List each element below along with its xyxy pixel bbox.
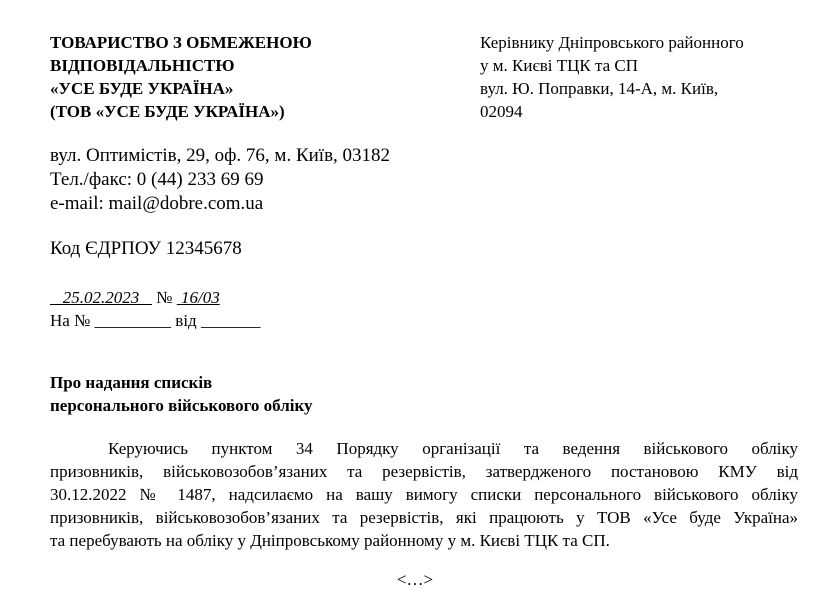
reply-number-blank: _________: [94, 311, 172, 330]
body-line: призовників, військовозобов’язаних та резервістів, які працюють у ТОВ «Усе буде Україна»: [50, 508, 798, 527]
omission-marker: <…>: [396, 570, 434, 589]
reply-date-blank: _______: [200, 311, 261, 330]
sender-name-line: «УСЕ БУДЕ УКРАЇНА»: [50, 79, 234, 98]
body-line: Керуючись пунктом 34 Порядку організації та ведення військового обліку: [108, 439, 798, 458]
recipient-block: [480, 31, 810, 123]
letter-subject: [50, 371, 313, 417]
outgoing-registration: [50, 286, 260, 309]
outgoing-date: 25.02.2023: [50, 288, 152, 307]
sender-name-line: (ТОВ «УСЕ БУДЕ УКРАЇНА»): [50, 102, 285, 121]
sender-phone: Тел./факс: 0 (44) 233 69 69: [50, 169, 264, 190]
sender-name-line: ТОВАРИСТВО З ОБМЕЖЕНОЮ: [50, 33, 312, 52]
body-line: призовників, військовозобов’язаних та резервістів, затвердженого постановою КМУ від: [50, 462, 798, 481]
subject-line: Про надання списків: [50, 373, 213, 392]
reply-label: На №: [50, 311, 91, 330]
sender-name: [50, 31, 460, 123]
reply-from-label: від: [175, 311, 197, 330]
registration-block: [50, 286, 260, 332]
number-label: №: [156, 288, 173, 307]
sender-email: e-mail: mail@dobre.com.ua: [50, 193, 264, 214]
letter-body: [50, 437, 798, 552]
recipient-line: у м. Києві ТЦК та СП: [480, 56, 639, 75]
body-line: та перебувають на обліку у Дніпровському районному у м. Києві ТЦК та СП.: [50, 531, 610, 550]
reply-registration: [50, 309, 260, 332]
edrpou-code: Код ЄДРПОУ 12345678: [50, 238, 242, 259]
recipient-line: 02094: [480, 102, 523, 121]
recipient-line: Керівнику Дніпровського районного: [480, 33, 744, 52]
sender-name-line: ВІДПОВІДАЛЬНІСТЮ: [50, 56, 235, 75]
sender-contacts: [50, 144, 390, 216]
recipient-line: вул. Ю. Поправки, 14-А, м. Київ,: [480, 79, 719, 98]
outgoing-number: 16/03: [176, 288, 220, 307]
body-line: 30.12.2022 № 1487, надсилаємо на вашу вимогу списки персонального військового обліку: [50, 485, 798, 504]
sender-address: вул. Оптимістів, 29, оф. 76, м. Київ, 03182: [50, 145, 391, 166]
subject-line: персонального військового обліку: [50, 396, 313, 415]
